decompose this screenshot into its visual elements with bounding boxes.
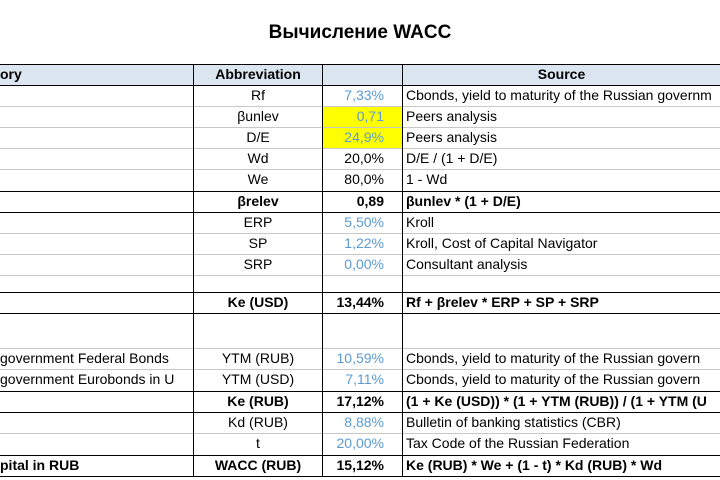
cell-abbreviation[interactable]: t	[256, 435, 260, 451]
cell-abbreviation[interactable]: βunlev	[237, 108, 279, 124]
table-row	[0, 254, 720, 275]
cell-category[interactable]: government Eurobonds in U	[0, 371, 175, 387]
cell-value[interactable]: 1,22%	[344, 235, 384, 251]
cell-category[interactable]	[0, 85, 193, 106]
table-row	[0, 148, 720, 169]
grid-line	[0, 64, 720, 65]
cell-source[interactable]: Tax Code of the Russian Federation	[406, 435, 630, 451]
cell-abbreviation[interactable]: SP	[248, 235, 268, 251]
cell-source[interactable]: Bulletin of banking statistics (CBR)	[406, 414, 621, 430]
cell-value[interactable]: 10,59%	[336, 350, 384, 366]
cell-source[interactable]: βunlev * (1 + D/E)	[406, 193, 521, 209]
cell-category[interactable]	[0, 127, 193, 148]
cell-value[interactable]: 8,88%	[344, 414, 384, 430]
grid-line	[0, 433, 720, 434]
grid-line	[0, 292, 720, 293]
cell-source[interactable]: 1 - Wd	[406, 171, 448, 187]
cell-value[interactable]: 0,89	[356, 193, 384, 209]
cell-source[interactable]: Peers analysis	[406, 108, 498, 124]
header-category[interactable]: ory	[0, 64, 193, 85]
cell-abbreviation[interactable]: Ke (RUB)	[227, 393, 289, 409]
cell-category[interactable]	[0, 254, 193, 275]
cell-value-highlighted[interactable]: 24,9%	[323, 127, 402, 148]
table-row	[0, 212, 720, 233]
cell-category[interactable]	[0, 391, 193, 412]
cell-abbreviation[interactable]: SRP	[243, 256, 273, 272]
cell-value[interactable]: 7,33%	[344, 87, 384, 103]
table-row	[0, 106, 720, 127]
table-row	[0, 412, 720, 433]
cell-abbreviation[interactable]: Rf	[251, 87, 265, 103]
cell-abbreviation[interactable]: D/E	[246, 129, 270, 145]
cell-category[interactable]	[0, 292, 193, 313]
cell-source[interactable]: Consultant analysis	[406, 256, 528, 272]
table-row	[0, 369, 720, 390]
cell-abbreviation[interactable]: YTM (RUB)	[221, 350, 295, 366]
cell-category[interactable]	[0, 433, 193, 454]
grid-line	[0, 127, 720, 128]
grid-line	[0, 313, 720, 314]
cell-value-highlighted[interactable]: 0,71	[323, 106, 402, 127]
cell-abbreviation[interactable]: Kd (RUB)	[228, 414, 288, 430]
cell-abbreviation[interactable]: We	[247, 171, 269, 187]
cell-abbreviation[interactable]: Wd	[247, 150, 269, 166]
cell-value[interactable]: 80,0%	[344, 171, 384, 187]
grid-line	[0, 85, 720, 86]
cell-value[interactable]: 17,12%	[336, 393, 384, 409]
cell-source[interactable]: Kroll	[406, 214, 435, 230]
cell-category[interactable]	[0, 212, 193, 233]
cell-value[interactable]: 7,11%	[345, 371, 384, 387]
cell-abbreviation[interactable]: Ke (USD)	[227, 294, 289, 310]
cell-value[interactable]: 5,50%	[344, 214, 384, 230]
cell-source[interactable]: Cbonds, yield to maturity of the Russian govern	[406, 371, 701, 387]
grid-line	[0, 106, 720, 107]
table-row	[0, 391, 720, 412]
grid-line	[0, 275, 720, 276]
cell-category[interactable]	[0, 169, 193, 190]
header-abbreviation[interactable]: Abbreviation	[194, 64, 322, 85]
cell-source[interactable]: Kroll, Cost of Capital Navigator	[406, 235, 598, 251]
cell-value[interactable]: 20,00%	[336, 435, 384, 451]
grid-line	[0, 212, 720, 213]
cell-value[interactable]: 20,0%	[344, 150, 384, 166]
cell-source[interactable]: Cbonds, yield to maturity of the Russian govern	[406, 350, 701, 366]
grid-line	[0, 169, 720, 170]
grid-line	[0, 391, 720, 392]
cell-value[interactable]: 0,00%	[344, 256, 384, 272]
grid-line	[322, 64, 323, 476]
grid-line	[193, 64, 194, 476]
table-row	[0, 85, 720, 106]
cell-abbreviation[interactable]: ERP	[243, 214, 273, 230]
table-row	[0, 169, 720, 190]
sheet-title: Вычисление WACC	[268, 22, 452, 43]
grid-line	[0, 369, 720, 370]
grid-line	[0, 191, 720, 192]
grid-line	[0, 455, 720, 456]
cell-value[interactable]: 15,12%	[336, 457, 384, 473]
table-row	[0, 348, 720, 369]
cell-category[interactable]	[0, 191, 193, 212]
grid-line	[0, 476, 720, 477]
cell-value[interactable]: 13,44%	[336, 294, 384, 310]
header-value[interactable]	[323, 64, 402, 85]
table-row	[0, 127, 720, 148]
cell-category[interactable]	[0, 412, 193, 433]
cell-source[interactable]: Peers analysis	[406, 129, 498, 145]
cell-category[interactable]	[0, 106, 193, 127]
grid-line	[0, 348, 720, 349]
header-row	[0, 64, 720, 85]
header-source[interactable]: Source	[403, 64, 720, 85]
cell-source[interactable]: Ke (RUB) * We + (1 - t) * Kd (RUB) * Wd	[406, 457, 663, 473]
grid-line	[0, 148, 720, 149]
cell-source[interactable]: Rf + βrelev * ERP + SP + SRP	[406, 294, 599, 310]
table-row	[0, 233, 720, 254]
cell-category[interactable]	[0, 233, 193, 254]
cell-category[interactable]: government Federal Bonds	[0, 350, 169, 366]
grid-line	[402, 64, 403, 476]
cell-source[interactable]: (1 + Ke (USD)) * (1 + YTM (RUB)) / (1 + YTM (U	[406, 393, 707, 409]
cell-category[interactable]	[0, 148, 193, 169]
table-row	[0, 433, 720, 454]
cell-category[interactable]: pital in RUB	[0, 457, 80, 473]
cell-abbreviation[interactable]: YTM (USD)	[221, 371, 295, 387]
table-row	[0, 455, 720, 476]
cell-abbreviation[interactable]: WACC (RUB)	[214, 457, 302, 473]
cell-abbreviation[interactable]: βrelev	[237, 193, 279, 209]
grid-line	[0, 254, 720, 255]
grid-line	[0, 233, 720, 234]
table-row	[0, 191, 720, 212]
cell-source[interactable]: Cbonds, yield to maturity of the Russian governm	[406, 87, 712, 103]
grid-line	[0, 412, 720, 413]
table-row	[0, 292, 720, 313]
cell-source[interactable]: D/E / (1 + D/E)	[406, 150, 498, 166]
